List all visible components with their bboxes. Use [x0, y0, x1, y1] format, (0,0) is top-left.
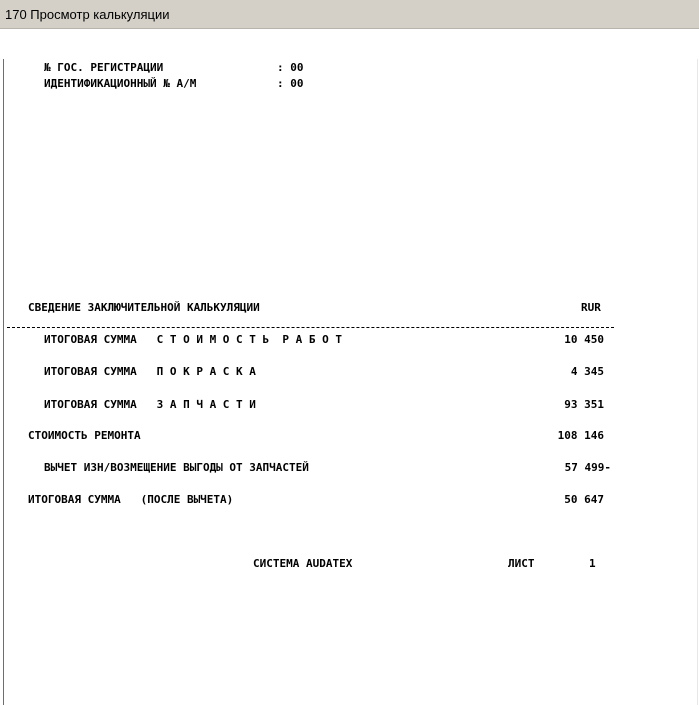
title-bar — [0, 0, 699, 29]
row-paint-label: ИТОГОВАЯ СУММА П О К Р А С К А — [44, 365, 256, 378]
row-labor-label: ИТОГОВАЯ СУММА С Т О И М О С Т Ь Р А Б О Т — [44, 333, 343, 346]
row-repair-cost-value: 108 146 — [557, 429, 604, 442]
toolbar — [0, 29, 699, 59]
report-view[interactable] — [3, 59, 698, 705]
footer-system: СИСТЕМА AUDATEX — [253, 557, 353, 570]
reg-number-value: : 00 — [277, 61, 304, 74]
vin-label: ИДЕНТИФИКАЦИОННЫЙ № А/М — [44, 77, 197, 90]
row-parts-value: 93 351 — [564, 398, 604, 411]
separator-line — [7, 327, 614, 328]
currency-label: RUR — [581, 301, 601, 314]
vin-value: : 00 — [277, 77, 304, 90]
row-deduction-value: 57 499- — [564, 461, 611, 474]
row-total-value: 50 647 — [564, 493, 604, 506]
row-deduction-label: ВЫЧЕТ ИЗН/ВОЗМЕЩЕНИЕ ВЫГОДЫ ОТ ЗАПЧАСТЕЙ — [44, 461, 309, 474]
footer-sheet-number: 1 — [589, 557, 596, 570]
row-labor-value: 10 450 — [564, 333, 604, 346]
footer-sheet-label: ЛИСТ — [508, 557, 535, 570]
reg-number-label: № ГОС. РЕГИСТРАЦИИ — [44, 61, 164, 74]
row-paint-value: 4 345 — [570, 365, 604, 378]
summary-heading: СВЕДЕНИЕ ЗАКЛЮЧИТЕЛЬНОЙ КАЛЬКУЛЯЦИИ — [28, 301, 260, 314]
row-repair-cost-label: СТОИМОСТЬ РЕМОНТА — [28, 429, 141, 442]
row-parts-label: ИТОГОВАЯ СУММА З А П Ч А С Т И — [44, 398, 256, 411]
row-total-label: ИТОГОВАЯ СУММА (ПОСЛЕ ВЫЧЕТА) — [28, 493, 234, 506]
window-title: 170 Просмотр калькуляции — [5, 7, 170, 22]
